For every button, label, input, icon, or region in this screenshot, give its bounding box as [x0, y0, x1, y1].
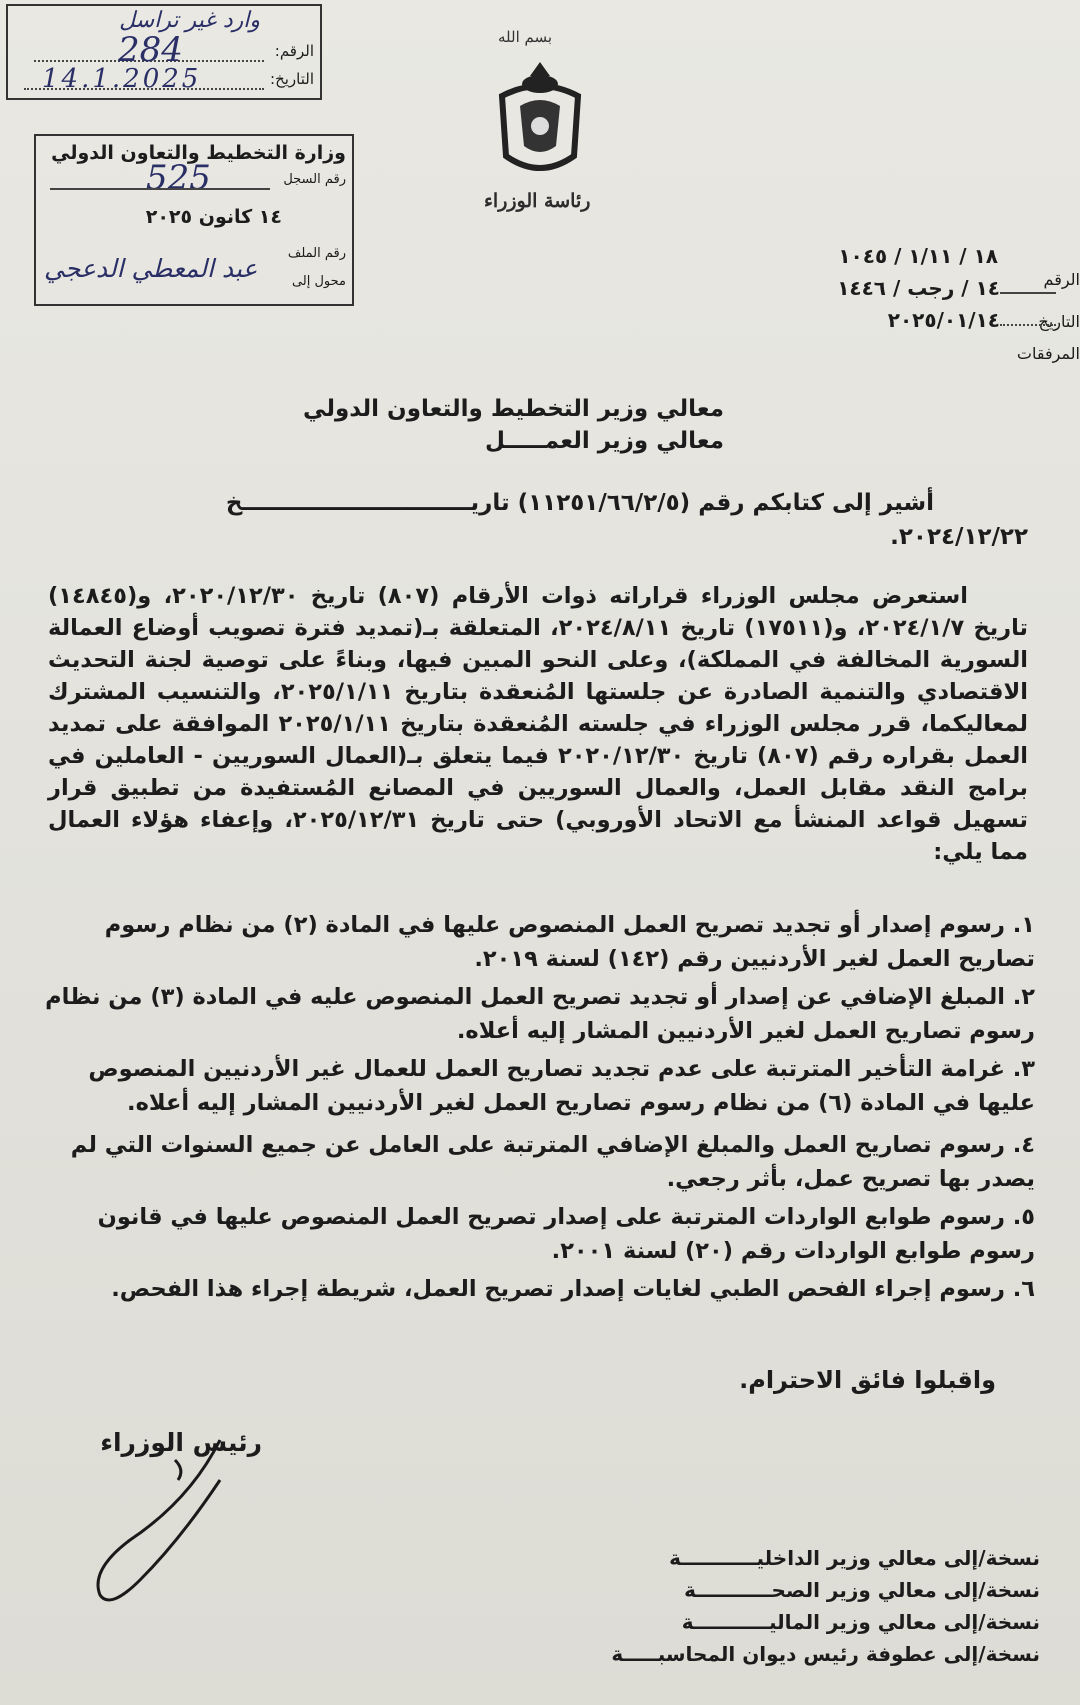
- registry-ministry: وزارة التخطيط والتعاون الدولي: [51, 142, 346, 164]
- exemption-item: [45, 980, 1035, 1048]
- copy-line: نسخة/إلى عطوفة رئيس ديوان المحاسبـــــة: [611, 1642, 1040, 1666]
- reference-gregorian: ٢٠٢٥/٠١/١٤: [887, 308, 1000, 332]
- exemption-item: [45, 908, 1035, 976]
- recipient-1: معالي وزير التخطيط والتعاون الدولي: [303, 396, 724, 422]
- reference-number: ١٨ / ١/١١ / ١٠٤٥: [838, 244, 998, 268]
- recipient-2: معالي وزير العمـــــل: [484, 428, 724, 454]
- registry-transfer-label: محول إلى: [291, 274, 346, 289]
- item-text: رسوم تصاريح العمل والمبلغ الإضافي المترتبة على العامل عن جميع السنوات التي لم يصدر بها تصريح عمل، بأثر رجعي.: [70, 1132, 1035, 1192]
- item-text: المبلغ الإضافي عن إصدار أو تجديد تصريح العمل المنصوص عليه في المادة (٣) من نظام رسوم تصاريح العمل لغير الأردنيين المشار إليه أعلاه.: [45, 984, 1035, 1044]
- letterhead-top-text: بسم الله: [498, 28, 553, 46]
- item-number: ٢.: [1012, 984, 1035, 1010]
- item-text: غرامة التأخير المترتبة على عدم تجديد تصاريح العمل للعمال غير الأردنيين المنصوص عليها في المادة (٦) من نظام رسوم تصاريح العمل لغير الأردنيين المشار إليه أعلاه.: [88, 1056, 1035, 1116]
- copy-line: نسخة/إلى معالي وزير الداخليـــــــــــة: [669, 1546, 1040, 1570]
- reference-hijri-label: التاريخ: [1038, 312, 1080, 331]
- incoming-stamp: [6, 4, 322, 100]
- incoming-number-label: الرقم:: [274, 42, 314, 60]
- item-number: ٣.: [1012, 1056, 1035, 1082]
- exemption-item: [45, 1200, 1035, 1268]
- signature-title: رئيس الوزراء: [100, 1428, 262, 1457]
- reference-hijri: ١٤ / رجب / ١٤٤٦: [837, 276, 1000, 300]
- copy-line: نسخة/إلى معالي وزير الصحـــــــــــة: [684, 1578, 1040, 1602]
- item-number: ١.: [1012, 912, 1035, 938]
- intro-line-1: أشير إلى كتابكم رقم (١١٢٥١/٦٦/٢/٥) تاريـــــــــــــــــــــــــــــخ: [225, 490, 934, 516]
- item-text: رسوم طوابع الواردات المترتبة على إصدار تصريح العمل المنصوص عليها في قانون رسوم طوابع الواردات رقم (٢٠) لسنة ٢٠٠١.: [97, 1204, 1035, 1264]
- main-paragraph: استعرض مجلس الوزراء قراراته ذوات الأرقام (٨٠٧) تاريخ ٢٠٢٠/١٢/٣٠، و(١٤٨٤٥) تاريخ ٢٠٢٤/١/٧، و(١٧٥١١) تاريخ ٢٠٢٤/٨/١١، المتعلقة بـ(تمديد فترة تصويب أوضاع العمالة السورية المخالفة في المملكة)، وعلى النحو المبين فيها، وبناءً على توصية لجنة التحديث الاقتصادي والتنمية الصادرة عن جلستها المُنعقدة بتاريخ ٢٠٢٥/١/١١، والتنسيب المشترك لمعاليكما، قرر مجلس الوزراء في جلسته المُنعقدة بتاريخ ٢٠٢٥/١/١١ الموافقة على تمديد العمل بقراره رقم (٨٠٧) تاريخ ٢٠٢٠/١٢/٣٠ فيما يتعلق بـ(العمال السوريين - العاملين في برامج النقد مقابل العمل، والعمال السوريين في المصانع المُستفيدة من تطبيق قرار تسهيل قواعد المنشأ مع الاتحاد الأوروبي) حتى تاريخ ٢٠٢٥/١٢/٣١، وإعفاء هؤلاء العمال مما يلي:: [48, 583, 1029, 865]
- item-number: ٥.: [1012, 1204, 1035, 1230]
- reference-attachments-label: المرفقات: [1016, 344, 1080, 363]
- exemption-item: [45, 1128, 1035, 1196]
- registry-file-label: رقم الملف: [287, 246, 346, 261]
- item-number: ٤.: [1012, 1132, 1035, 1158]
- registry-date: ١٤ كانون ٢٠٢٥: [145, 206, 282, 228]
- registry-transfer-value: عبد المعطي الدعجي: [44, 254, 258, 283]
- intro-line-2: ٢٠٢٤/١٢/٢٢.: [890, 524, 1028, 550]
- registry-record-label: رقم السجل: [283, 172, 346, 187]
- crest-icon: [490, 56, 590, 186]
- item-text: رسوم إصدار أو تجديد تصريح العمل المنصوص عليها في المادة (٢) من نظام رسوم تصاريح العمل لغير الأردنيين رقم (١٤٢) لسنة ٢٠١٩.: [104, 912, 1035, 972]
- closing-line: واقبلوا فائق الاحترام.: [739, 1366, 996, 1394]
- registry-stamp: [34, 134, 354, 306]
- exemption-item: [45, 1052, 1035, 1120]
- incoming-number-value: 284: [118, 30, 183, 70]
- exemption-item: [45, 1272, 1035, 1306]
- incoming-date-value: 14.1.2025: [42, 64, 202, 94]
- registry-record-value: 525: [146, 158, 211, 198]
- reference-number-label: الرقم: [1043, 270, 1080, 289]
- item-number: ٦.: [1012, 1276, 1035, 1302]
- letterhead-office: رئاسة الوزراء: [484, 190, 591, 212]
- incoming-date-label: التاريخ:: [270, 70, 314, 88]
- incoming-stamp-header: وارد غير تراسل: [119, 8, 260, 33]
- signature-icon: [70, 1420, 280, 1620]
- copy-line: نسخة/إلى معالي وزير الماليـــــــــــة: [681, 1610, 1040, 1634]
- item-text: رسوم إجراء الفحص الطبي لغايات إصدار تصريح العمل، شريطة إجراء هذا الفحص.: [111, 1276, 1005, 1302]
